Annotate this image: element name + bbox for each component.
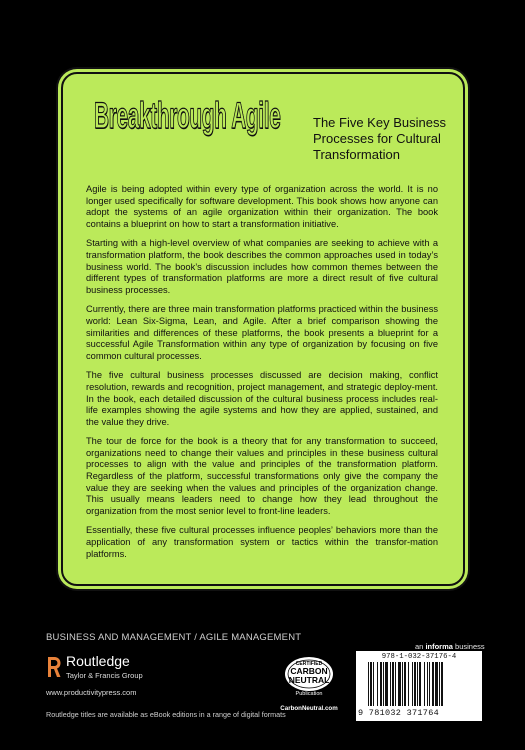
barcode-bar: [429, 662, 430, 706]
barcode-bar: [395, 662, 396, 706]
isbn-number: 978-1-032-37176-4: [381, 653, 457, 661]
back-cover-panel: [61, 72, 465, 586]
isbn-barcode: [356, 651, 482, 721]
carbon-certified: CERTIFIED: [295, 661, 323, 667]
barcode-bar: [368, 662, 369, 706]
barcode-bar: [392, 662, 394, 706]
barcode-digits: 9 781032 371764: [358, 708, 440, 718]
barcode-bar: [432, 662, 434, 706]
routledge-logo-icon: [46, 656, 61, 678]
blurb-paragraph: The tour de force for the book is a theory that for any transformation to succeed, organizations need to change their values and principles in these business cultural processes to align with the value and principles of the transformation platform. Regardless of the platform, successful transformations only give the company the value they are seeking when the values and principles of the organization change. This usually means leaders need to change how they lead throughout the organization from the most senior level to front-line leaders.: [86, 436, 438, 516]
barcode-bar: [419, 662, 421, 706]
barcode-bar: [383, 662, 384, 706]
barcode-bar: [373, 662, 374, 706]
book-subtitle: The Five Key Business Processes for Cultural Transformation: [313, 115, 446, 162]
publisher-group: Taylor & Francis Group: [66, 671, 143, 680]
barcode-bar: [417, 662, 418, 706]
blurb: [86, 184, 438, 568]
barcode-bar: [398, 662, 401, 706]
barcode-bar: [412, 662, 413, 706]
book-title: Breakthrough Agile: [94, 95, 281, 136]
carbon-neutral-url: CarbonNeutral.com: [280, 705, 338, 712]
barcode-bar: [404, 662, 406, 706]
blurb-paragraph: Currently, there are three main transformation platforms practiced within the business world: Lean Six-Sigma, Lean, and Agile. After a brief comparison showing the similarities and differences of these platforms, the book presents a blueprint for a successful Agile Transformation within any type of organization by focusing on five common cultural processes.: [86, 304, 438, 361]
informa-suffix: business: [452, 642, 485, 651]
barcode-bar: [370, 662, 372, 706]
barcode-bar: [435, 662, 438, 706]
barcode-bar: [427, 662, 428, 706]
barcode-bar: [377, 662, 378, 706]
barcode-bar: [390, 662, 391, 706]
carbon-carbon: CARBON: [290, 666, 328, 676]
barcode-bar: [424, 662, 425, 706]
informa-brand: informa: [425, 642, 453, 651]
informa-tagline: [415, 642, 485, 651]
barcode-bar: [380, 662, 382, 706]
barcode-bar: [441, 662, 443, 706]
barcode-bar: [414, 662, 416, 706]
blurb-paragraph: Agile is being adopted within every type of organization across the world. It is no longer used specifically for software development. This book shows how anyone can adopt the systems of an agile organization within their organization. The book contains a blueprint on how to start a transformation initiative.: [86, 184, 438, 229]
blurb-paragraph: The five cultural business processes discussed are decision making, conflict resolution, rewards and recognition, project management, and strategic deploy-ment. In the book, each detailed discussion of the cultural business process includes real-life examples showing the agile systems and how they are applied, sustained, and the value they drive.: [86, 370, 438, 427]
ebook-note: Routledge titles are available as eBook editions in a range of digital formats: [46, 710, 286, 719]
barcode-bars: [366, 662, 472, 708]
subject-category: BUSINESS AND MANAGEMENT / AGILE MANAGEMENT: [46, 632, 302, 643]
carbon-neutral-badge-icon: [271, 650, 347, 696]
barcode-bar: [402, 662, 403, 706]
barcode-bar: [439, 662, 440, 706]
blurb-paragraph: Essentially, these five cultural processes influence peoples’ behaviors more than the application of any transformation system or tactics within the transfor-mation platforms.: [86, 525, 438, 559]
publisher-name: Routledge: [66, 653, 130, 669]
blurb-paragraph: Starting with a high-level overview of what companies are seeking to achieve with a transformation platform, the book describes the common approaches used in today’s business world. The book’s discussion includes how common themes between the different types of transformation platforms are more a direct result of five cultural business processes.: [86, 238, 438, 295]
barcode-bar: [385, 662, 388, 706]
barcode-bar: [408, 662, 409, 706]
publisher-url: www.productivitypress.com: [46, 688, 137, 697]
carbon-publication: Publication: [295, 691, 323, 696]
carbon-neutral: NEUTRAL: [288, 675, 330, 685]
informa-prefix: an: [415, 642, 426, 651]
